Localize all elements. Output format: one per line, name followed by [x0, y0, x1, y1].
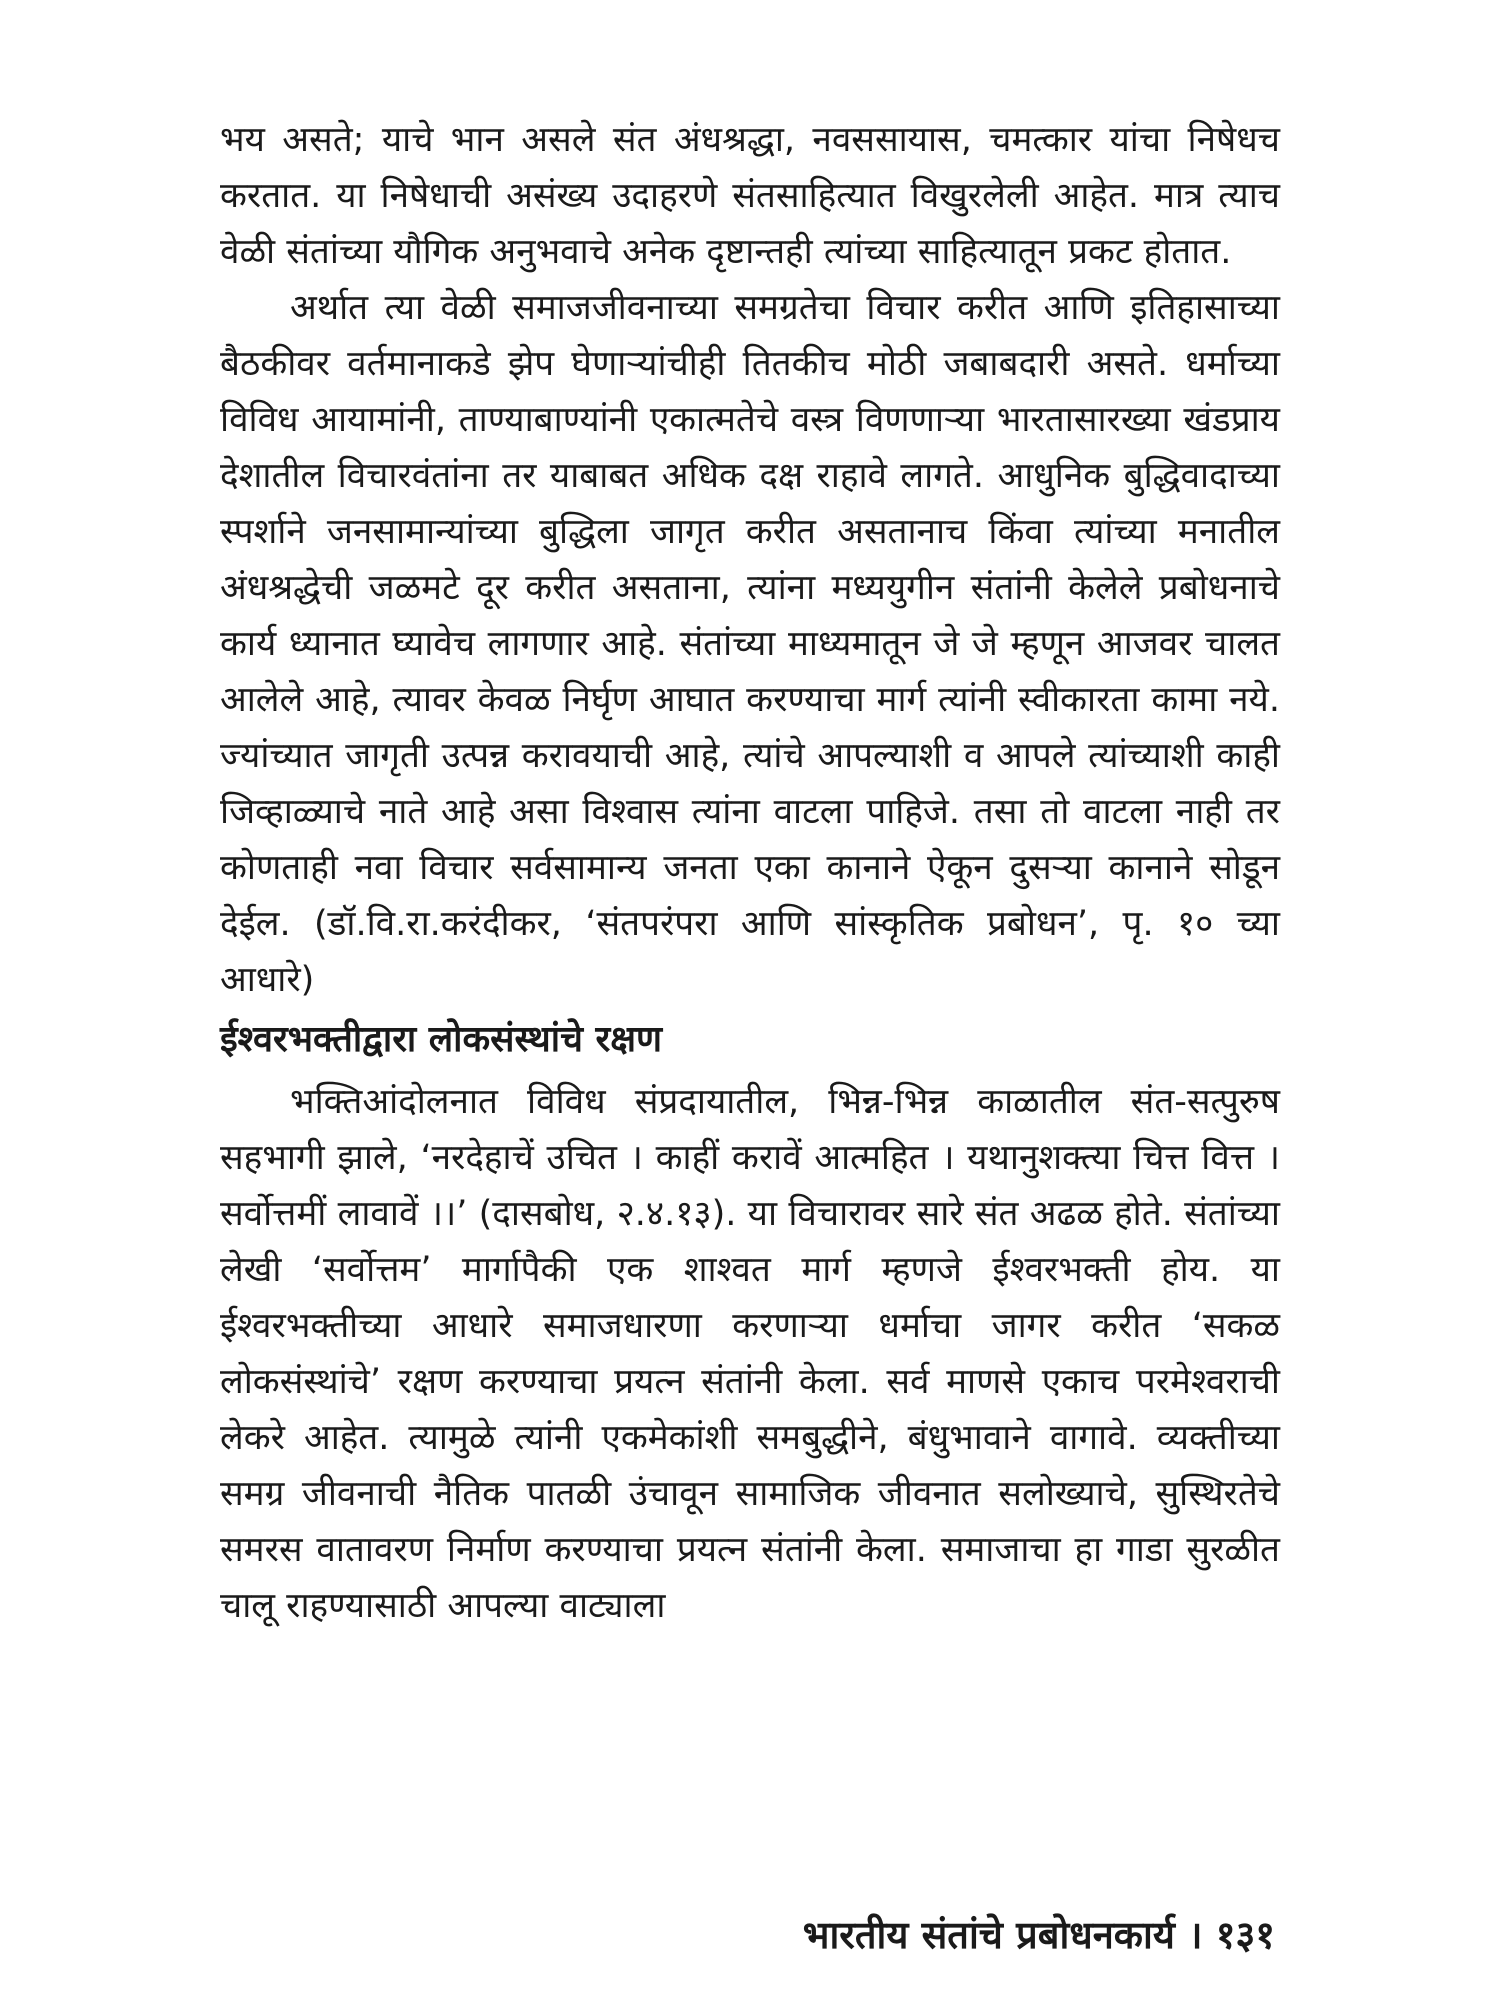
page-body: [220, 112, 1280, 1634]
section-heading: ईश्वरभक्तीद्वारा लोकसंस्थांचे रक्षण: [220, 1019, 663, 1060]
section-paragraph: भक्तिआंदोलनात विविध संप्रदायातील, भिन्न-भिन्न काळातील संत-सत्पुरुष सहभागी झाले, ‘नरदेहाचें उचित । काहीं करावें आत्महित । यथानुशक्त्या चित्त वित्त । सर्वोत्तमीं लावावें ।।’ (दासबोध, २.४.१३). या विचारावर सारे संत अढळ होते. संतांच्या लेखी ‘सर्वोत्तम’ मार्गापैकी एक शाश्वत मार्ग म्हणजे ईश्वरभक्ती होय. या ईश्वरभक्तीच्या आधारे समाजधारणा करणाऱ्या धर्माचा जागर करीत ‘सकळ लोकसंस्थांचे’ रक्षण करण्याचा प्रयत्न संतांनी केला. सर्व माणसे एकाच परमेश्वराची लेकरे आहेत. त्यामुळे त्यांनी एकमेकांशी समबुद्धीने, बंधुभावाने वागावे. व्यक्तीच्या समग्र जीवनाची नैतिक पातळी उंचावून सामाजिक जीवनात सलोख्याचे, सुस्थिरतेचे समरस वातावरण निर्माण करण्याचा प्रयत्न संतांनी केला. समाजाचा हा गाडा सुरळीत चालू राहण्यासाठी आपल्या वाट्याला: [220, 1082, 1280, 1626]
paragraph-2: अर्थात त्या वेळी समाजजीवनाच्या समग्रतेचा विचार करीत आणि इतिहासाच्या बैठकीवर वर्तमानाकडे झेप घेणाऱ्यांचीही तितकीच मोठी जबाबदारी असते. धर्माच्या विविध आयामांनी, ताण्याबाण्यांनी एकात्मतेचे वस्त्र विणणाऱ्या भारतासारख्या खंडप्राय देशातील विचारवंतांना तर याबाबत अधिक दक्ष राहावे लागते. आधुनिक बुद्धिवादाच्या स्पर्शाने जनसामान्यांच्या बुद्धिला जागृत करीत असतानाच किंवा त्यांच्या मनातील अंधश्रद्धेची जळमटे दूर करीत असताना, त्यांना मध्ययुगीन संतांनी केलेले प्रबोधनाचे कार्य ध्यानात घ्यावेच लागणार आहे. संतांच्या माध्यमातून जे जे म्हणून आजवर चालत आलेले आहे, त्यावर केवळ निर्घृण आघात करण्याचा मार्ग त्यांनी स्वीकारता कामा नये. ज्यांच्यात जागृती उत्पन्न करावयाची आहे, त्यांचे आपल्याशी व आपले त्यांच्याशी काही जिव्हाळ्याचे नाते आहे असा विश्वास त्यांना वाटला पाहिजे. तसा तो वाटला नाही तर कोणताही नवा विचार सर्वसामान्य जनता एका कानाने ऐकून दुसऱ्या कानाने सोडून देईल. (डॉ.वि.रा.करंदीकर, ‘संतपरंपरा आणि सांस्कृतिक प्रबोधन’, पृ. १० च्या आधारे): [220, 288, 1280, 1000]
paragraph-1: भय असते; याचे भान असले संत अंधश्रद्धा, नवससायास, चमत्कार यांचा निषेधच करतात. या निषेधाची असंख्य उदाहरणे संतसाहित्यात विखुरलेली आहेत. मात्र त्याच वेळी संतांच्या यौगिक अनुभवाचे अनेक दृष्टान्तही त्यांच्या साहित्यातून प्रकट होतात.: [220, 120, 1280, 272]
page-footer: भारतीय संतांचे प्रबोधनकार्य । १३१: [802, 1913, 1275, 1957]
